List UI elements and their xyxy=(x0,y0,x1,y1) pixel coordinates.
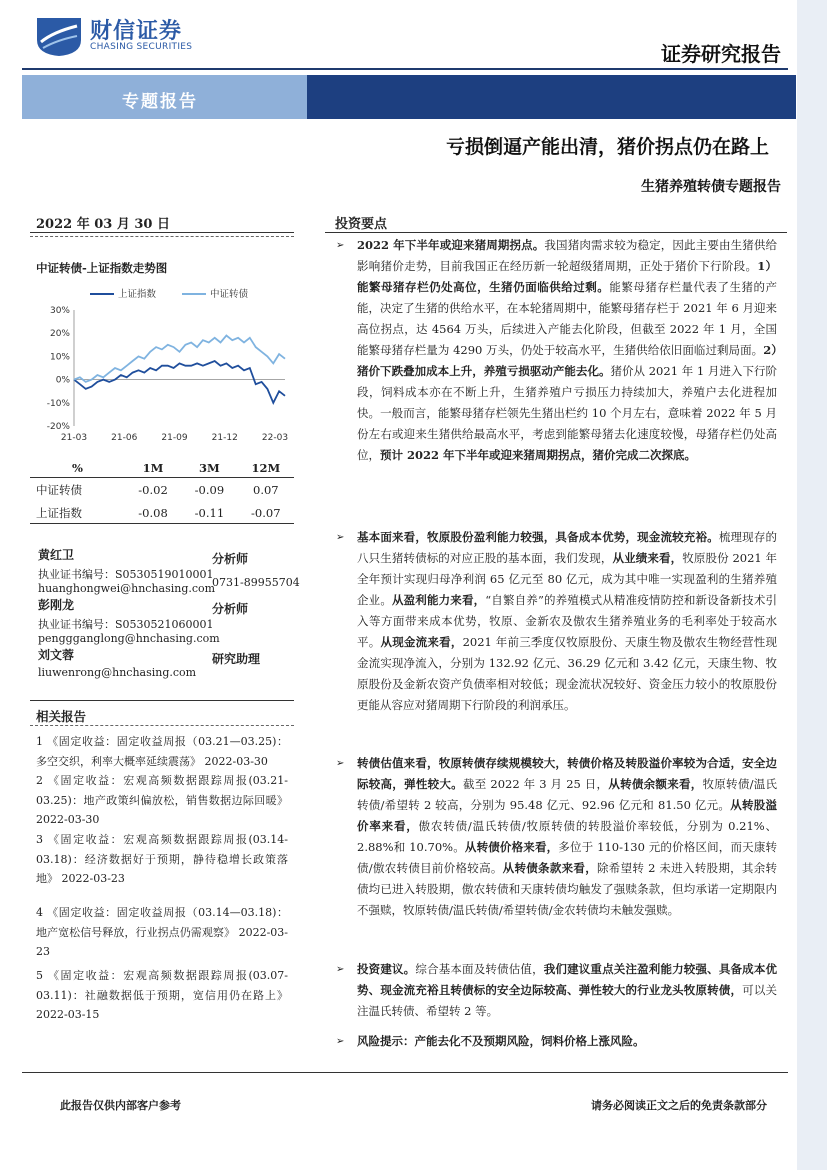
key-point-advice: 投资建议。综合基本面及转债估值，我们建议重点关注盈利能力较强、具备成本优势、现金流充裕且转债标的安全边际较高、弹性较大的行业龙头牧原转债，可以关注温氏转债、希望转 2 等。 xyxy=(357,962,778,1018)
report-date: 2022 年 03 月 30 日 xyxy=(36,217,170,232)
trend-chart xyxy=(30,282,295,452)
triangle-right-icon: ➢ xyxy=(336,532,345,543)
triangle-right-icon: ➢ xyxy=(336,964,345,975)
x-tick-label: 21-03 xyxy=(60,433,88,443)
key-point-valuation: 转债估值来看，牧原转债存续规模较大，转债价格及转股溢价率较为合适，安全边际较高，弹性较大。截至 2022 年 3 月 25 日，从转债余额来看，牧原转债/温氏转债/希望转 2 较高，分别为 95.48 亿元、92.96 亿元和 81.50 亿元。从转股溢价率来看，傲农转债/温氏转债/牧原转债的转股溢价率较低，分别为 0.21%、2.88%和 10.70%。从转债价格来看，多位于 110-130 元的价格区间，而天康转债/傲农转债目前价格较高。从转债条款来看，除希望转 2 未进入转股期，其余转债均已进入转股期，傲农转债和天康转债均触发了强赎条款，但均承诺一定期限内不强赎，牧原转债/温氏转债/希望转债/金农转债均未触发强赎。 xyxy=(357,756,778,917)
triangle-right-icon: ➢ xyxy=(336,240,345,251)
analyst-name: 彭刚龙 xyxy=(38,598,75,612)
perf-name: 中证转债 xyxy=(36,482,82,497)
table-row xyxy=(30,478,294,502)
related-item[interactable]: 4 《固定收益：固定收益周报（03.14—03.18)：地产宽松信号释放，行业拐点仍需观察》 2022-03-23 xyxy=(36,906,288,958)
analyst-cert: 执业证书编号：S0530519010001 xyxy=(38,568,214,581)
y-tick-label: 20% xyxy=(49,329,70,340)
key-points-title: 投资要点 xyxy=(335,217,388,232)
series-line-1 xyxy=(74,361,285,403)
y-tick-label: 10% xyxy=(49,352,70,363)
key-point-risk: 风险提示：产能去化不及预期风险，饲料价格上涨风险。 xyxy=(357,1034,645,1048)
triangle-right-icon: ➢ xyxy=(336,1036,345,1047)
x-tick-label: 21-06 xyxy=(111,433,138,443)
perf-header-12m: 12M xyxy=(238,458,294,478)
perf-name: 上证指数 xyxy=(36,505,82,520)
analyst-3 xyxy=(38,648,196,680)
header-divider xyxy=(22,68,788,70)
y-tick-label: -20% xyxy=(46,422,70,432)
x-tick-label: 21-09 xyxy=(161,433,188,443)
series-line-2 xyxy=(74,336,285,382)
footer-note: 此报告仅供内部客户参考 xyxy=(60,1099,181,1112)
legend-label: 上证指数 xyxy=(118,289,157,300)
perf-3m: -0.09 xyxy=(194,482,225,497)
footer-divider xyxy=(22,1072,788,1073)
related-title: 相关报告 xyxy=(36,709,87,724)
footer-disclaimer[interactable]: 请务必阅读正文之后的免责条款部分 xyxy=(591,1099,767,1112)
y-tick-label: -10% xyxy=(46,398,70,409)
chart-title: 中证转债-上证指数走势图 xyxy=(36,261,168,275)
related-item[interactable]: 5 《固定收益：宏观高频数据跟踪周报(03.07-03.11)：社融数据低于预期，宽信用仍在路上》 2022-03-15 xyxy=(36,969,288,1021)
triangle-right-icon: ➢ xyxy=(336,758,345,769)
perf-header-1m: 1M xyxy=(125,458,181,478)
perf-header-pct: % xyxy=(30,458,125,478)
performance-table xyxy=(30,458,294,524)
legend-label: 中证转债 xyxy=(210,289,249,300)
brand-name-en: CHASING SECURITIES xyxy=(90,42,193,52)
left-divider xyxy=(30,232,294,233)
report-type: 证券研究报告 xyxy=(661,42,781,66)
y-tick-label: 0% xyxy=(55,375,70,386)
chasing-logo-icon xyxy=(33,14,85,58)
analyst-1 xyxy=(38,548,215,596)
key-points-divider xyxy=(325,232,787,233)
analyst-role: 分析师 xyxy=(212,602,249,616)
perf-1m: -0.08 xyxy=(138,505,168,520)
x-tick-label: 22-03 xyxy=(261,433,289,443)
table-bottom-divider xyxy=(30,523,294,524)
analyst-role: 研究助理 xyxy=(212,652,261,666)
analyst-cert: 执业证书编号：S0530521060001 xyxy=(38,618,214,631)
related-dash-divider xyxy=(30,725,294,726)
page-title: 亏损倒逼产能出清，猪价拐点仍在路上 xyxy=(445,136,769,158)
related-divider xyxy=(30,700,294,701)
analyst-name: 刘文蓉 xyxy=(38,648,75,662)
analyst-tel: 0731-89955704 xyxy=(212,576,300,589)
brand-name-cn: 财信证券 xyxy=(90,19,183,44)
related-item[interactable]: 1 《固定收益：固定收益周报（03.21—03.25)：多空交织，利率大概率延续震荡》 2022-03-30 xyxy=(36,735,288,768)
page-subtitle: 生猪养殖转债专题报告 xyxy=(641,179,781,195)
analyst-name: 黄红卫 xyxy=(38,548,75,562)
analyst-2 xyxy=(38,598,220,646)
banner-label: 专题报告 xyxy=(122,92,198,112)
left-dash-divider xyxy=(30,236,294,237)
analyst-email[interactable]: liuwenrong@hnchasing.com xyxy=(38,666,197,679)
perf-1m: -0.02 xyxy=(138,482,168,497)
y-tick-label: 30% xyxy=(49,306,70,316)
banner-dark xyxy=(307,75,796,119)
table-row xyxy=(30,501,294,524)
perf-3m: -0.11 xyxy=(194,505,225,520)
perf-12m: -0.07 xyxy=(251,505,281,520)
key-point-fundamentals: 基本面来看，牧原股份盈利能力较强，具备成本优势，现金流较充裕。梳理现存的八只生猪转债标的对应正股的基本面，我们发现，从业绩来看，牧原股份 2021 年全年预计实现归母净利润 65 亿元至 80 亿元，成为其中唯一实现盈利的生猪养殖企业。从盈利能力来看，“自繁自养”的养殖模式从精准疫情防控和新设备新技术引入等方面带来成本优势，牧原、金新农及傲农生猪养殖业务的毛利率处于较高水平。从现金流来看，2021 年前三季度仅牧原股份、天康生物及傲农生物经营性现金流实现净流入，分别为 132.92 亿元、36.29 亿元和 3.42 亿元，天康生物、牧原股份及金新农资产负债率相对较低；现金流状况较好、资金压力较小的牧原股份更能从容应对猪周期下行阶段的利润承压。 xyxy=(357,530,778,712)
analyst-email[interactable]: penggganglong@hnchasing.com xyxy=(38,632,220,645)
analyst-email[interactable]: huanghongwei@hnchasing.com xyxy=(38,582,216,595)
related-item[interactable]: 2 《固定收益：宏观高频数据跟踪周报(03.21-03.25)：地产政策纠偏放松，销售数据边际回暖》 2022-03-30 xyxy=(36,774,288,826)
key-point-cycle: 2022 年下半年或迎来猪周期拐点。我国猪肉需求较为稳定，因此主要由生猪供给影响猪价走势，目前我国正在经历新一轮超级猪周期，正处于猪价下行阶段。1）能繁母猪存栏仍处高位，生猪仍面临供给过剩。能繁母猪存栏量代表了生猪的产能，决定了生猪的供给水平，在本轮猪周期中，能繁母猪存栏于 2021 年 6 月迎来高位拐点，达 4564 万头，后续进入产能去化阶段，但截至 2022 年 1 月，全国能繁母猪存栏量为 4290 万头，仍处于较高水平，生猪供给依旧面临过剩局面。2）猪价下跌叠加成本上升，养殖亏损驱动产能去化。猪价从 2021 年 1 月进入下行阶段，饲料成本亦在不断上升，生猪养殖户亏损压力持续加大，养殖户去化进程加快。一般而言，能繁母猪存栏领先生猪出栏约 10 个月左右，意味着 2022 年 5 月份左右或迎来生猪供给最高水平，考虑到能繁母猪去化速度较慢，母猪存栏仍处高位，预计 2022 年下半年或迎来猪周期拐点，猪价完成二次探底。 xyxy=(357,238,778,462)
x-tick-label: 21-12 xyxy=(211,433,238,443)
analyst-role: 分析师 xyxy=(212,552,249,566)
related-item[interactable]: 3 《固定收益：宏观高频数据跟踪周报(03.14-03.18)：经济数据好于预期，静待稳增长政策落地》 2022-03-23 xyxy=(36,833,288,885)
perf-12m: 0.07 xyxy=(253,482,279,497)
perf-header-3m: 3M xyxy=(181,458,237,478)
side-strip xyxy=(797,0,827,1170)
performance-header-row xyxy=(30,458,294,478)
